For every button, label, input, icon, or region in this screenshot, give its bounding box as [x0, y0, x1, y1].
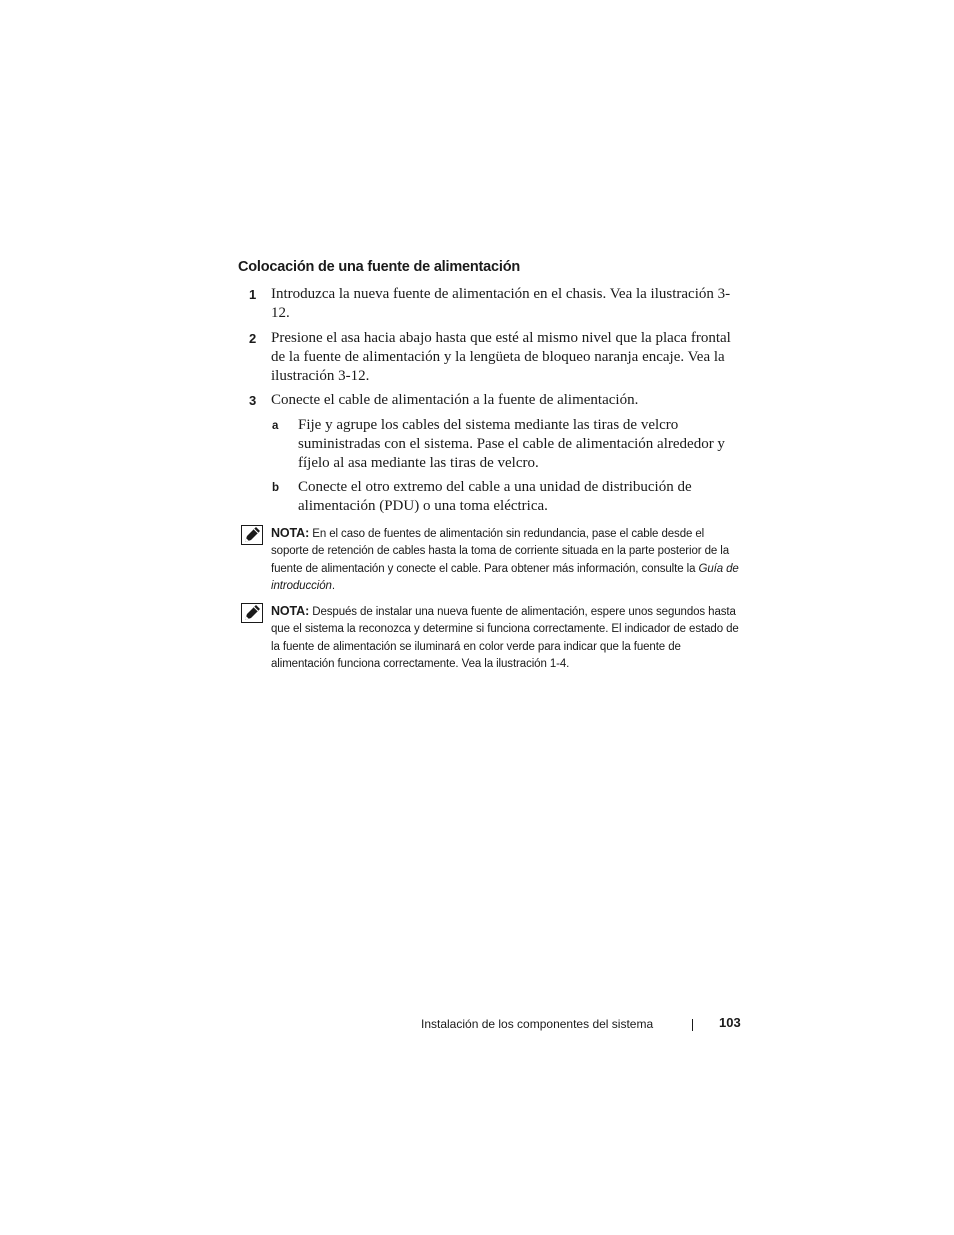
substep-text: Fije y agrupe los cables del sistema mediante las tiras de velcro suministradas con el sistema. Pase el cable de alimentación alrededor y fíjelo al asa mediante las tiras de velcro. — [298, 417, 725, 471]
page-number: 103 — [719, 1015, 741, 1030]
footer-chapter-title: Instalación de los componentes del sistema — [421, 1017, 654, 1031]
note-text: En el caso de fuentes de alimentación sin redundancia, pase el cable desde el soporte de retención de cables hasta la toma de corriente situada en la parte posterior de la fuente de alimentación y conecte el cable. Para obtener más información, consulte la — [271, 528, 730, 575]
section-title: Colocación de una fuente de alimentación — [238, 259, 521, 275]
substep-text: Conecte el otro extremo del cable a una unidad de distribución de alimentación (PDU) o una toma eléctrica. — [298, 479, 692, 514]
substep-letter: a — [272, 420, 279, 432]
footer-separator — [692, 1019, 693, 1031]
step-text: Introduzca la nueva fuente de alimentación en el chasis. Vea la ilustración 3-12. — [271, 286, 731, 321]
step-text: Presione el asa hacia abajo hasta que esté al mismo nivel que la placa frontal de la fuente de alimentación y la lengüeta de bloqueo naranja encaje. Vea la ilustración 3-12. — [271, 330, 731, 384]
step-number: 3 — [249, 393, 257, 408]
step-number: 1 — [249, 287, 257, 302]
note-label: NOTA: — [271, 604, 310, 618]
step-number: 2 — [249, 331, 257, 346]
guide-reference: Guía de introducción — [271, 562, 739, 592]
substep-letter: b — [272, 482, 280, 494]
pencil-note-icon — [241, 525, 263, 545]
step-text: Conecte el cable de alimentación a la fuente de alimentación. — [271, 392, 639, 408]
note-body — [271, 603, 741, 673]
note-text: Después de instalar una nueva fuente de alimentación, espere unos segundos hasta que el sistema la reconozca y determine si funciona correctamente. El indicador de estado de la fuente de alimentación se iluminará en color verde para indicar que la fuente de alimentación funciona correctamente. Vea la ilustración 1-4. — [271, 606, 739, 670]
note-body — [271, 525, 741, 595]
note-text-tail: . — [331, 579, 335, 592]
pencil-note-icon — [241, 603, 263, 623]
note-label: NOTA: — [271, 526, 310, 540]
